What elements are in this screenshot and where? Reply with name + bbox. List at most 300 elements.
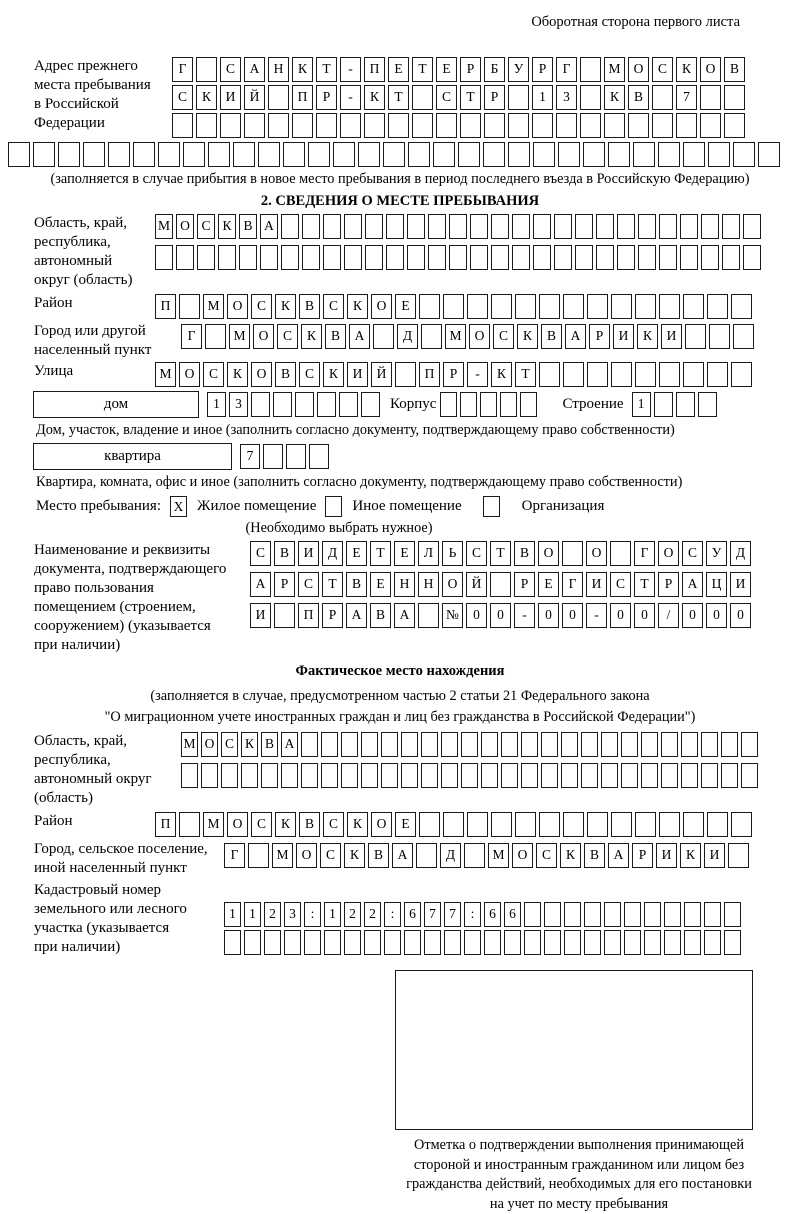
- char-box: В: [346, 572, 367, 597]
- char-box: [512, 245, 530, 270]
- char-box: [467, 294, 488, 319]
- char-box: [316, 113, 337, 138]
- char-box: [664, 930, 681, 955]
- char-box: К: [347, 812, 368, 837]
- char-box: [728, 843, 749, 868]
- char-box: М: [445, 324, 466, 349]
- char-box: [580, 113, 601, 138]
- char-box: [658, 142, 680, 167]
- char-box: 0: [610, 603, 631, 628]
- char-box: [533, 214, 551, 239]
- actual-district-block: [8, 812, 792, 837]
- char-box: К: [604, 85, 625, 110]
- char-box: [344, 214, 362, 239]
- char-box: [323, 245, 341, 270]
- char-box: [460, 113, 481, 138]
- char-box: К: [227, 362, 248, 387]
- char-box: С: [323, 294, 344, 319]
- label-line: Адрес прежнего: [34, 57, 172, 76]
- char-box: К: [196, 85, 217, 110]
- char-box: Т: [412, 57, 433, 82]
- actual-region-rows: [181, 732, 761, 794]
- char-box: С: [323, 812, 344, 837]
- char-box: К: [364, 85, 385, 110]
- char-box: П: [419, 362, 440, 387]
- char-box: Г: [181, 324, 202, 349]
- char-box: Й: [244, 85, 265, 110]
- char-box: [644, 930, 661, 955]
- char-box: [395, 362, 416, 387]
- char-box: В: [724, 57, 745, 82]
- char-box: [561, 763, 578, 788]
- char-box: [286, 444, 306, 469]
- char-box: Й: [371, 362, 392, 387]
- char-box: [281, 245, 299, 270]
- char-box: Б: [484, 57, 505, 82]
- char-box: [284, 930, 301, 955]
- char-box: [341, 732, 358, 757]
- char-box: К: [323, 362, 344, 387]
- char-box: [364, 930, 381, 955]
- char-box: [383, 142, 405, 167]
- char-box: А: [392, 843, 413, 868]
- char-box: [281, 214, 299, 239]
- char-box: В: [299, 294, 320, 319]
- cadastral-block: [8, 881, 792, 958]
- region-label: [8, 214, 155, 290]
- char-box: В: [274, 541, 295, 566]
- char-box: И: [730, 572, 751, 597]
- char-box: М: [272, 843, 293, 868]
- char-box: 0: [682, 603, 703, 628]
- char-box: [491, 294, 512, 319]
- char-box: [524, 930, 541, 955]
- label-line: республика,: [34, 751, 181, 770]
- prev-address-note: (заполняется в случае прибытия в новое место пребывания в период последнего въезда в Российскую Федерацию): [8, 170, 792, 189]
- char-box: [731, 812, 752, 837]
- char-box: [421, 763, 438, 788]
- char-box: [412, 85, 433, 110]
- char-box: [301, 763, 318, 788]
- char-box: К: [344, 843, 365, 868]
- char-box: О: [469, 324, 490, 349]
- char-box: [172, 113, 193, 138]
- char-box: [700, 85, 721, 110]
- char-box: [365, 214, 383, 239]
- label-line: при наличии): [34, 636, 250, 655]
- char-box: Е: [395, 294, 416, 319]
- stamp-note: [359, 1136, 799, 1214]
- char-box: [8, 142, 30, 167]
- label-line: Отметка о подтверждении выполнения принимающей: [359, 1136, 799, 1156]
- char-box: [491, 812, 512, 837]
- region-rows: [155, 214, 764, 276]
- char-box: [83, 142, 105, 167]
- char-box: [501, 732, 518, 757]
- char-box: [481, 763, 498, 788]
- char-box: М: [203, 294, 224, 319]
- char-box: [601, 732, 618, 757]
- char-box: [283, 142, 305, 167]
- char-box: [251, 392, 270, 417]
- char-box: [428, 214, 446, 239]
- char-box: [433, 142, 455, 167]
- char-box: 3: [229, 392, 248, 417]
- char-box: Т: [460, 85, 481, 110]
- document-block: [8, 541, 792, 655]
- char-box: [461, 732, 478, 757]
- char-box: [467, 812, 488, 837]
- char-box: В: [370, 603, 391, 628]
- char-box: В: [239, 214, 257, 239]
- char-box: [321, 732, 338, 757]
- char-box: [205, 324, 226, 349]
- prev-address-row-1: [172, 57, 748, 82]
- char-box: Р: [460, 57, 481, 82]
- char-box: [424, 930, 441, 955]
- flat-label-box: квартира: [33, 443, 232, 470]
- char-box: [731, 294, 752, 319]
- char-box: Д: [440, 843, 461, 868]
- char-box: [601, 763, 618, 788]
- region-row-2: [155, 245, 764, 270]
- char-box: [704, 902, 721, 927]
- stay-type-row: [8, 496, 792, 517]
- char-box: П: [155, 294, 176, 319]
- korpus-cells: [440, 392, 540, 417]
- char-box: [596, 245, 614, 270]
- char-box: [416, 843, 437, 868]
- char-box: -: [467, 362, 488, 387]
- label-line: иной населенный пункт: [34, 859, 224, 878]
- char-box: [421, 324, 442, 349]
- char-box: [581, 763, 598, 788]
- char-box: [401, 732, 418, 757]
- char-box: [644, 902, 661, 927]
- char-box: :: [304, 902, 321, 927]
- char-box: [197, 245, 215, 270]
- char-box: 7: [444, 902, 461, 927]
- char-box: [758, 142, 780, 167]
- label-line: на учет по месту пребывания: [359, 1195, 799, 1214]
- char-box: С: [203, 362, 224, 387]
- char-box: [575, 214, 593, 239]
- document-row-3: [250, 603, 754, 628]
- label-line: гражданства действий, необходимых для его постановки: [359, 1175, 799, 1195]
- char-box: [263, 444, 283, 469]
- char-box: [258, 142, 280, 167]
- char-box: [733, 324, 754, 349]
- char-box: [704, 930, 721, 955]
- char-box: [444, 930, 461, 955]
- char-box: [412, 113, 433, 138]
- char-box: [741, 763, 758, 788]
- char-box: Р: [274, 572, 295, 597]
- char-box: [208, 142, 230, 167]
- char-box: 1: [532, 85, 553, 110]
- char-box: [724, 902, 741, 927]
- char-box: [512, 214, 530, 239]
- char-box: 1: [207, 392, 226, 417]
- label-line: Область, край,: [34, 732, 181, 751]
- cadastral-row-1: [224, 902, 744, 927]
- char-box: [584, 902, 601, 927]
- label-line: округ (область): [34, 271, 155, 290]
- char-box: М: [229, 324, 250, 349]
- char-box: [483, 142, 505, 167]
- checkbox-residential: X: [170, 496, 187, 517]
- char-box: 0: [634, 603, 655, 628]
- prev-address-row-3: [172, 113, 748, 138]
- char-box: :: [464, 902, 481, 927]
- char-box: В: [261, 732, 278, 757]
- char-box: [155, 245, 173, 270]
- char-box: [179, 812, 200, 837]
- char-box: С: [250, 541, 271, 566]
- label-line: помещением (строением,: [34, 598, 250, 617]
- char-box: О: [442, 572, 463, 597]
- char-box: [504, 930, 521, 955]
- char-box: О: [371, 812, 392, 837]
- char-box: [239, 245, 257, 270]
- char-box: [339, 392, 358, 417]
- district-block: [8, 294, 792, 319]
- char-box: [661, 732, 678, 757]
- char-box: [583, 142, 605, 167]
- char-box: [323, 214, 341, 239]
- char-box: [698, 392, 717, 417]
- char-box: [683, 142, 705, 167]
- char-box: [324, 930, 341, 955]
- char-box: П: [364, 57, 385, 82]
- char-box: [708, 142, 730, 167]
- char-box: К: [676, 57, 697, 82]
- label-line: (область): [34, 789, 181, 808]
- char-box: У: [508, 57, 529, 82]
- actual-region-row-1: [181, 732, 761, 757]
- char-box: [308, 142, 330, 167]
- char-box: [554, 214, 572, 239]
- char-box: [544, 902, 561, 927]
- char-box: [604, 902, 621, 927]
- cadastral-label: [8, 881, 224, 957]
- actual-district-label: Район: [8, 812, 155, 831]
- char-box: [491, 214, 509, 239]
- char-box: [544, 930, 561, 955]
- char-box: Т: [490, 541, 511, 566]
- char-box: [608, 142, 630, 167]
- char-box: [701, 245, 719, 270]
- char-box: Т: [634, 572, 655, 597]
- label-line: Город или другой: [34, 322, 181, 341]
- char-box: [683, 362, 704, 387]
- char-box: [418, 603, 439, 628]
- option-organization-label: Организация: [522, 498, 605, 515]
- char-box: [541, 763, 558, 788]
- char-box: В: [275, 362, 296, 387]
- char-box: 6: [404, 902, 421, 927]
- char-box: Е: [436, 57, 457, 82]
- char-box: [244, 113, 265, 138]
- char-box: К: [241, 732, 258, 757]
- option-residential-label: Жилое помещение: [197, 498, 316, 515]
- char-box: /: [658, 603, 679, 628]
- char-box: [365, 245, 383, 270]
- char-box: [532, 113, 553, 138]
- char-box: [684, 930, 701, 955]
- char-box: [58, 142, 80, 167]
- char-box: А: [394, 603, 415, 628]
- char-box: [248, 843, 269, 868]
- checkbox-organization: [483, 496, 500, 517]
- char-box: [659, 362, 680, 387]
- section2-title: 2. СВЕДЕНИЯ О МЕСТЕ ПРЕБЫВАНИЯ: [8, 193, 792, 210]
- char-box: В: [628, 85, 649, 110]
- label-line: документа, подтверждающего: [34, 560, 250, 579]
- char-box: И: [250, 603, 271, 628]
- char-box: [680, 245, 698, 270]
- char-box: [361, 763, 378, 788]
- option-other-premises-label: Иное помещение: [352, 498, 461, 515]
- char-box: [724, 113, 745, 138]
- char-box: [628, 113, 649, 138]
- prev-address-rows: [172, 57, 748, 141]
- char-box: 6: [504, 902, 521, 927]
- house-label-box: дом: [33, 391, 199, 418]
- char-box: [664, 902, 681, 927]
- char-box: А: [565, 324, 586, 349]
- char-box: С: [172, 85, 193, 110]
- label-line: Наименование и реквизиты: [34, 541, 250, 560]
- char-box: [676, 113, 697, 138]
- char-box: [428, 245, 446, 270]
- char-box: [659, 294, 680, 319]
- char-box: [464, 930, 481, 955]
- actual-location-note-2: "О миграционном учете иностранных граждан и лиц без гражданства в Российской Федерации"): [8, 708, 792, 727]
- document-label: [8, 541, 250, 655]
- char-box: [333, 142, 355, 167]
- flat-note: Квартира, комната, офис и иное (заполнить согласно документу, подтверждающему право собственности): [8, 473, 792, 492]
- char-box: [470, 214, 488, 239]
- char-box: [617, 214, 635, 239]
- char-box: К: [275, 812, 296, 837]
- actual-region-row-2: [181, 763, 761, 788]
- char-box: И: [656, 843, 677, 868]
- char-box: [556, 113, 577, 138]
- char-box: -: [586, 603, 607, 628]
- char-box: В: [325, 324, 346, 349]
- char-box: [621, 732, 638, 757]
- city-label: [8, 322, 181, 360]
- label-line: Кадастровый номер: [34, 881, 224, 900]
- char-box: А: [346, 603, 367, 628]
- char-box: Р: [443, 362, 464, 387]
- char-box: [388, 113, 409, 138]
- char-box: В: [514, 541, 535, 566]
- char-box: [340, 113, 361, 138]
- char-box: [659, 214, 677, 239]
- char-box: 0: [490, 603, 511, 628]
- house-row: [33, 391, 792, 418]
- stay-type-note: (Необходимо выбрать нужное): [158, 519, 520, 538]
- cadastral-rows: [224, 902, 744, 958]
- char-box: [604, 930, 621, 955]
- char-box: И: [613, 324, 634, 349]
- char-box: С: [299, 362, 320, 387]
- char-box: [344, 245, 362, 270]
- char-box: [176, 245, 194, 270]
- char-box: О: [227, 294, 248, 319]
- char-box: А: [250, 572, 271, 597]
- char-box: [33, 142, 55, 167]
- district-label: Район: [8, 294, 155, 313]
- char-box: Т: [370, 541, 391, 566]
- char-box: [563, 812, 584, 837]
- actual-location-title: Фактическое место нахождения: [8, 663, 792, 680]
- char-box: [611, 812, 632, 837]
- char-box: [624, 930, 641, 955]
- street-block: [8, 362, 792, 387]
- char-box: К: [680, 843, 701, 868]
- char-box: [361, 392, 380, 417]
- char-box: [701, 732, 718, 757]
- char-box: [295, 392, 314, 417]
- char-box: [722, 245, 740, 270]
- char-box: [407, 214, 425, 239]
- char-box: [641, 732, 658, 757]
- char-box: 0: [538, 603, 559, 628]
- char-box: [515, 294, 536, 319]
- char-box: О: [658, 541, 679, 566]
- char-box: М: [155, 362, 176, 387]
- char-box: С: [466, 541, 487, 566]
- char-box: С: [298, 572, 319, 597]
- char-box: К: [218, 214, 236, 239]
- char-box: [404, 930, 421, 955]
- prev-address-overflow-row: [8, 142, 792, 167]
- label-line: участка (указывается: [34, 919, 224, 938]
- char-box: [635, 362, 656, 387]
- char-box: Й: [466, 572, 487, 597]
- char-box: [196, 113, 217, 138]
- char-box: 7: [676, 85, 697, 110]
- city-row: [181, 324, 757, 349]
- char-box: Е: [346, 541, 367, 566]
- char-box: -: [340, 57, 361, 82]
- char-box: [386, 214, 404, 239]
- char-box: [701, 214, 719, 239]
- char-box: [724, 930, 741, 955]
- char-box: [449, 214, 467, 239]
- char-box: [181, 763, 198, 788]
- label-line: сооружением) (указывается: [34, 617, 250, 636]
- char-box: К: [517, 324, 538, 349]
- char-box: [633, 142, 655, 167]
- prev-address-label: [8, 57, 172, 133]
- actual-city-label: [8, 840, 224, 878]
- char-box: И: [298, 541, 319, 566]
- char-box: А: [244, 57, 265, 82]
- char-box: [561, 732, 578, 757]
- char-box: [587, 294, 608, 319]
- char-box: [724, 85, 745, 110]
- label-line: республика,: [34, 233, 155, 252]
- house-number-cells: [207, 392, 383, 417]
- char-box: П: [292, 85, 313, 110]
- label-line: Федерации: [34, 114, 172, 133]
- char-box: [539, 294, 560, 319]
- char-box: М: [181, 732, 198, 757]
